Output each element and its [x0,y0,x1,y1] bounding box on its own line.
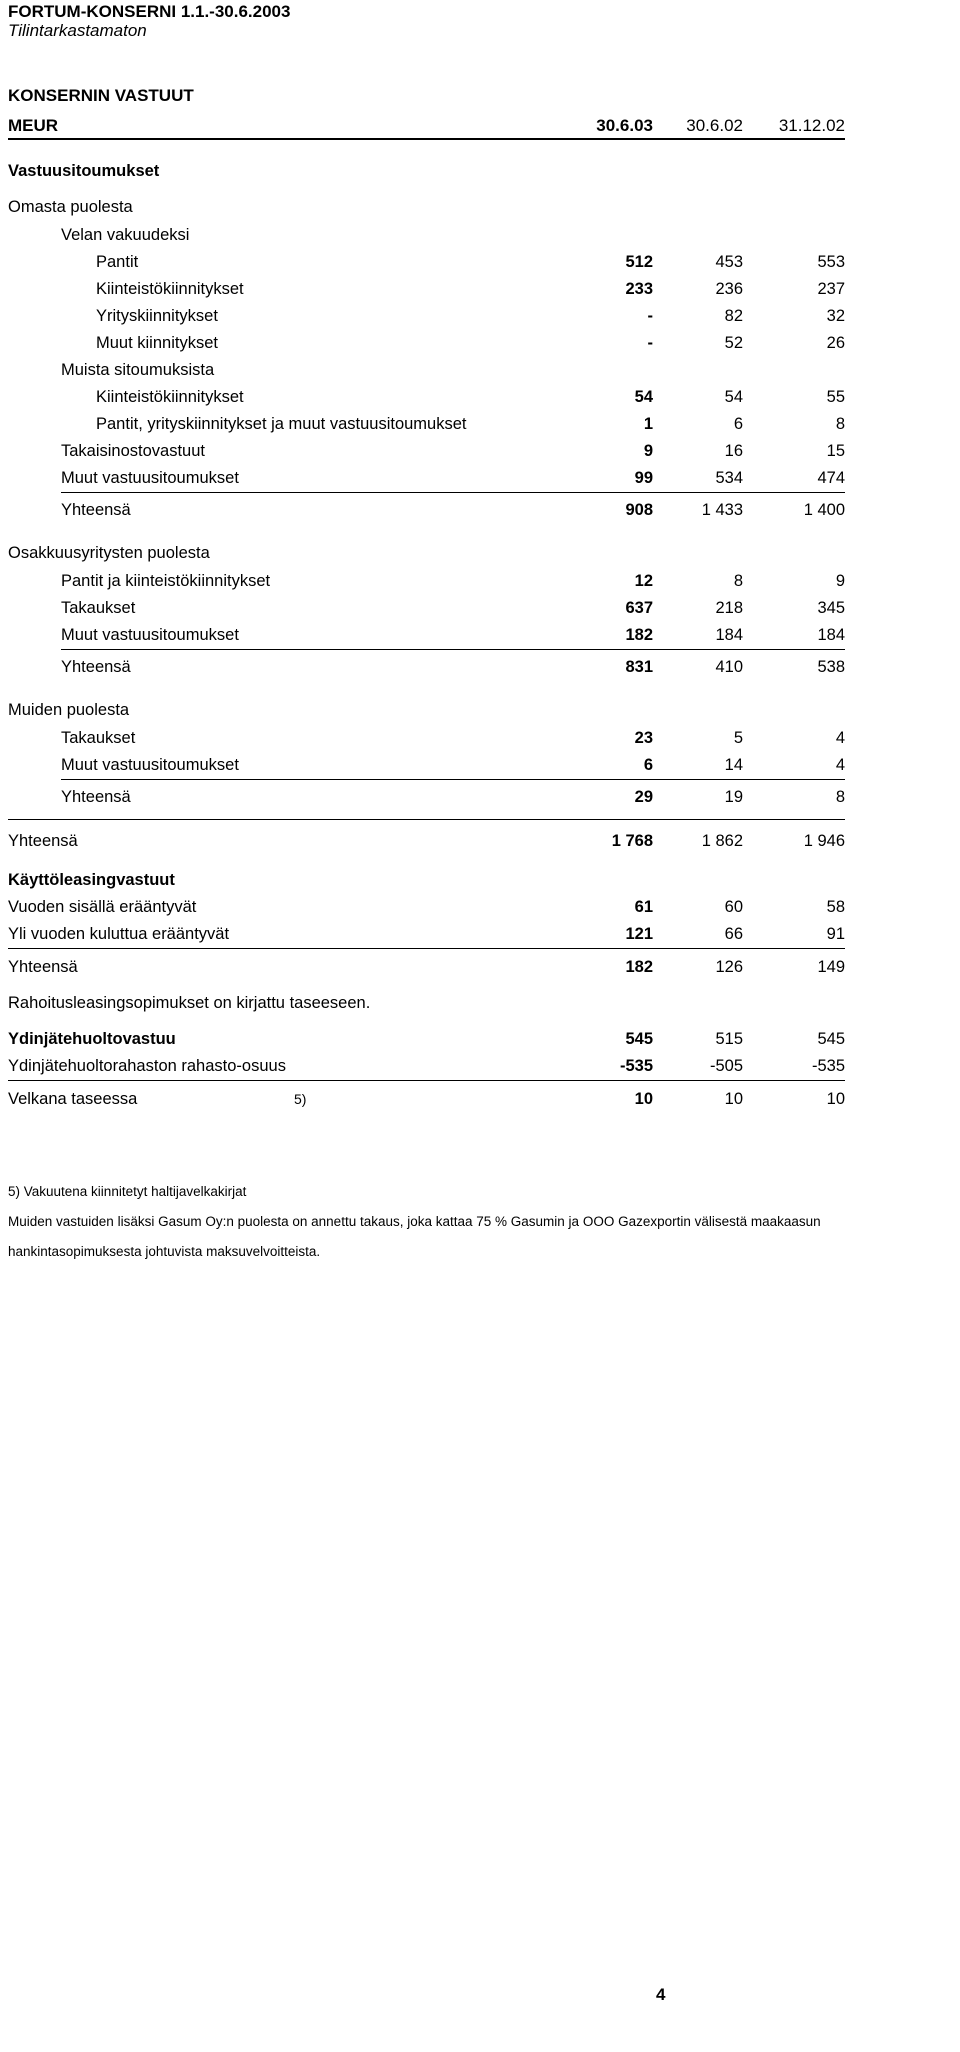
subtotal-row [61,492,845,524]
row-label: Ydinjätehuoltovastuu [8,1030,176,1048]
table-row [8,697,845,725]
value-2002-year: 1 946 [803,832,845,850]
value-2002-year: 32 [826,307,845,325]
value-2003: 182 [625,626,653,644]
value-2003: -535 [619,1057,653,1075]
subtotal-row [61,779,845,811]
value-2003: 99 [634,469,653,487]
value-2002-year: 149 [817,958,845,976]
value-2002-half: -505 [709,1057,743,1075]
subgroup-heading: Muista sitoumuksista [61,361,215,379]
table-row [8,411,845,438]
subgroup-heading: Omasta puolesta [8,198,133,216]
unit-label: MEUR [8,116,59,135]
value-2002-year: 8 [835,415,845,433]
row-label: Pantit ja kiinteistökiinnitykset [61,572,271,590]
value-2002-year: 4 [835,729,845,747]
subgroup-heading: Osakkuusyritysten puolesta [8,544,210,562]
spacer [8,982,845,990]
table-row [8,1053,845,1080]
value-2003: 545 [625,1030,653,1048]
value-2003: 908 [625,501,653,519]
value-2002-year: 15 [826,442,845,460]
group-heading: Käyttöleasingvastuut [8,871,175,889]
footnotes [8,1184,958,1274]
table-row [8,465,845,492]
value-2002-year: 91 [826,925,845,943]
grand-total-row [8,819,845,859]
value-2002-year: 545 [817,1030,845,1048]
document-subtitle: Tilintarkastamaton [8,21,147,40]
value-2002-year: 55 [826,388,845,406]
row-label: Muut kiinnitykset [96,334,218,352]
subgroup-heading: Velan vakuudeksi [61,226,190,244]
spacer [8,681,845,697]
column-header-2002-half: 30.6.02 [686,116,743,135]
value-2002-year: 184 [817,626,845,644]
value-2003: 12 [634,572,653,590]
row-label: Kiinteistökiinnitykset [96,388,244,406]
row-label: Yhteensä [61,501,131,519]
value-2002-half: 8 [733,572,743,590]
value-2002-year: 4 [835,756,845,774]
value-2003: 233 [625,280,653,298]
row-label: Yli vuoden kuluttua erääntyvät [8,925,230,943]
table-row [8,330,845,357]
column-header-2003: 30.6.03 [596,116,653,135]
value-2002-half: 1 862 [701,832,743,850]
value-2002-year: 345 [817,599,845,617]
liabilities-table [8,158,845,1114]
value-2002-half: 5 [733,729,743,747]
row-label: Vuoden sisällä erääntyvät [8,898,197,916]
value-2003: 182 [625,958,653,976]
value-2002-year: 9 [835,572,845,590]
value-2003: 29 [634,788,653,806]
value-2002-half: 184 [715,626,743,644]
value-2003: 512 [625,253,653,271]
value-2003: - [647,334,653,352]
value-2003: 1 768 [611,832,653,850]
row-label: Kiinteistökiinnitykset [96,280,244,298]
value-2002-half: 19 [724,788,743,806]
table-row [8,438,845,465]
value-2002-half: 126 [715,958,743,976]
column-header-2002-year: 31.12.02 [778,116,845,135]
value-2002-year: 8 [835,788,845,806]
footnote: hankintasopimuksesta johtuvista maksuvelvoitteista. [8,1244,321,1259]
value-2003: 6 [643,756,653,774]
row-label: Yhteensä [61,788,131,806]
spacer [8,186,845,194]
table-row [8,194,845,222]
spacer [8,524,845,540]
table-row [8,894,845,921]
table-row [8,384,845,411]
column-header-row [8,116,845,140]
value-2002-year: 237 [817,280,845,298]
row-label: Takaukset [61,729,136,747]
table-row [8,158,845,186]
table-row [8,222,845,249]
group-heading: Vastuusitoumukset [8,162,160,180]
footnote: 5) Vakuutena kiinnitetyt haltijavelkakirjat [8,1184,247,1199]
value-2003: 54 [634,388,653,406]
table-row [8,568,845,595]
table-row [8,622,845,649]
table-row [8,249,845,276]
value-2002-half: 6 [733,415,743,433]
subgroup-heading: Muiden puolesta [8,701,130,719]
row-label: Muut vastuusitoumukset [61,469,239,487]
value-2003: 1 [643,415,653,433]
value-2003: 831 [625,658,653,676]
row-label: Yrityskiinnitykset [96,307,218,325]
value-2002-year: 10 [826,1090,845,1108]
value-2003: 121 [625,925,653,943]
row-label: Yhteensä [61,658,131,676]
value-2002-half: 52 [724,334,743,352]
value-2002-year: 58 [826,898,845,916]
subtotal-row [8,948,845,982]
row-label: Takaisinostovastuut [61,442,205,460]
value-2002-year: 26 [826,334,845,352]
table-row [8,921,845,948]
value-2003: 9 [643,442,653,460]
row-label: Pantit [96,253,139,271]
subtotal-row [61,649,845,681]
table-row [8,1026,845,1053]
value-2002-half: 236 [715,280,743,298]
value-2002-year: -535 [811,1057,845,1075]
value-2003: 637 [625,599,653,617]
value-2002-year: 1 400 [803,501,845,519]
value-2002-half: 1 433 [701,501,743,519]
row-label: Muut vastuusitoumukset [61,626,239,644]
table-row [8,540,845,568]
value-2002-half: 82 [724,307,743,325]
table-row [8,595,845,622]
table-row [8,303,845,330]
spacer [8,859,845,867]
table-row [8,990,845,1026]
value-2002-half: 410 [715,658,743,676]
value-2002-half: 534 [715,469,743,487]
value-2002-half: 60 [724,898,743,916]
table-row [8,867,845,894]
value-2003: - [647,307,653,325]
value-2002-half: 16 [724,442,743,460]
table-row [8,725,845,752]
value-2003: 10 [634,1090,653,1108]
row-label: Pantit, yrityskiinnitykset ja muut vastuusitoumukset [96,415,467,433]
value-2002-half: 14 [724,756,743,774]
value-2002-year: 553 [817,253,845,271]
document-header [8,0,290,41]
subtotal-row [8,1080,845,1114]
section-title: KONSERNIN VASTUUT [8,86,194,105]
row-label: Muut vastuusitoumukset [61,756,239,774]
value-2002-half: 515 [715,1030,743,1048]
value-2002-half: 66 [724,925,743,943]
table-row [8,752,845,779]
row-label: Yhteensä [8,958,78,976]
table-row [8,276,845,303]
row-label: Ydinjätehuoltorahaston rahasto-osuus [8,1057,286,1075]
document-title: FORTUM-KONSERNI 1.1.-30.6.2003 [8,2,291,21]
value-2002-half: 218 [715,599,743,617]
row-label: Takaukset [61,599,136,617]
note-text: Rahoitusleasingsopimukset on kirjattu taseeseen. [8,994,371,1012]
footnote: Muiden vastuiden lisäksi Gasum Oy:n puolesta on annettu takaus, joka kattaa 75 % Gasumin ja OOO Gazexportin välisestä maakaasun [8,1214,821,1229]
value-2002-year: 474 [817,469,845,487]
row-label: Yhteensä [8,832,78,850]
footnote-ref: 5) [294,1091,307,1107]
page-number: 4 [656,1985,666,2004]
value-2003: 23 [634,729,653,747]
value-2002-year: 538 [817,658,845,676]
value-2002-half: 10 [724,1090,743,1108]
value-2003: 61 [634,898,653,916]
value-2002-half: 54 [724,388,743,406]
table-row [8,357,845,384]
row-label: Velkana taseessa [8,1090,138,1108]
value-2002-half: 453 [715,253,743,271]
